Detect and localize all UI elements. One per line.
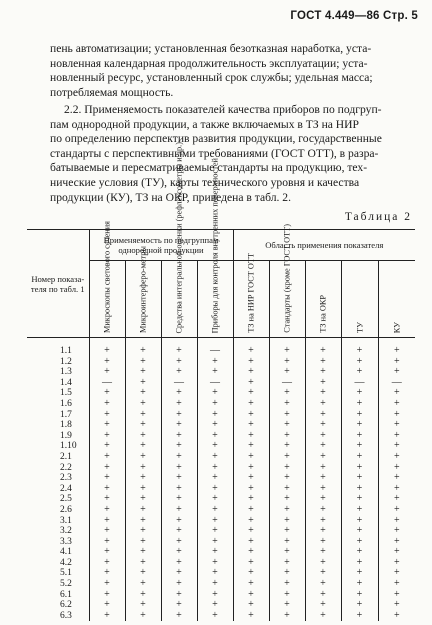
table-cell: + xyxy=(378,537,415,548)
table-cell: + xyxy=(233,452,269,463)
table-cell: + xyxy=(341,537,378,548)
table-cell: + xyxy=(269,420,305,431)
table-cell: + xyxy=(89,399,125,410)
row-number: 4.1 xyxy=(60,547,72,558)
table-cell: + xyxy=(233,388,269,399)
table-cell: + xyxy=(341,568,378,579)
paragraph-1 xyxy=(50,42,408,100)
table-cell: + xyxy=(197,367,233,378)
table-cell: + xyxy=(269,505,305,516)
table-cell: + xyxy=(233,568,269,579)
table-cell: + xyxy=(341,484,378,495)
table-cell: + xyxy=(125,431,161,442)
table-cell: + xyxy=(125,441,161,452)
table-cell: + xyxy=(125,388,161,399)
table-cell: + xyxy=(305,558,341,569)
table-cell: + xyxy=(305,399,341,410)
table-cell: + xyxy=(161,526,197,537)
table-cell: + xyxy=(378,526,415,537)
table-cell: + xyxy=(378,568,415,579)
table-cell: + xyxy=(233,526,269,537)
table-cell: + xyxy=(305,431,341,442)
table-cell: + xyxy=(269,537,305,548)
table-cell: + xyxy=(197,547,233,558)
table-cell: + xyxy=(161,484,197,495)
table-cell: + xyxy=(378,399,415,410)
table-cell: + xyxy=(269,558,305,569)
table-cell: + xyxy=(197,452,233,463)
row-number: 6.3 xyxy=(60,610,72,621)
group-header-application: Область применения показателя xyxy=(233,230,415,261)
table-cell: + xyxy=(161,558,197,569)
table-cell: + xyxy=(161,494,197,505)
p2-line: 2.2. Применяемость показателей качества приборов по подгруп- xyxy=(64,103,382,116)
table-cell: + xyxy=(305,410,341,421)
row-number: 1.10 xyxy=(60,441,77,452)
table-cell: + xyxy=(341,611,378,622)
table-cell: + xyxy=(161,473,197,484)
table-cell: + xyxy=(305,537,341,548)
table-cell: + xyxy=(197,579,233,590)
table-cell: + xyxy=(305,590,341,601)
table-cell: + xyxy=(89,388,125,399)
table-cell: + xyxy=(305,388,341,399)
table-cell: + xyxy=(89,357,125,368)
table-cell: + xyxy=(89,505,125,516)
row-number: 1.8 xyxy=(60,420,72,431)
table-cell: — xyxy=(89,378,125,389)
table-cell: + xyxy=(197,558,233,569)
table-cell: + xyxy=(125,410,161,421)
table-cell: + xyxy=(125,367,161,378)
table-cell: + xyxy=(125,463,161,474)
table-cell: + xyxy=(378,494,415,505)
table-row xyxy=(27,452,415,463)
table-cell: + xyxy=(197,600,233,611)
row-number: 1.1 xyxy=(60,346,72,356)
column-header: ТЗ на НИР ГОСТ ОТТ xyxy=(233,261,269,338)
table-cell: — xyxy=(197,338,233,357)
p1-line: новленный ресурс, установленный срок службы; удельная масса; xyxy=(50,71,373,85)
table-cell: + xyxy=(197,568,233,579)
column-header: ТЗ на ОКР xyxy=(305,261,341,338)
table-cell: + xyxy=(161,590,197,601)
table-cell: + xyxy=(233,367,269,378)
table-caption: Таблица 2 xyxy=(344,211,412,223)
p1-line: пень автоматизации; установленная безотказная наработка, уста- xyxy=(50,42,372,55)
table-cell: + xyxy=(378,473,415,484)
table-row xyxy=(27,399,415,410)
table-cell: + xyxy=(197,516,233,527)
p2-line: пам однородной продукции, а также включаемых в ТЗ на НИР xyxy=(50,117,360,131)
table-cell: — xyxy=(341,378,378,389)
row-number: 4.2 xyxy=(60,557,72,568)
table-cell: + xyxy=(341,558,378,569)
table-cell: + xyxy=(89,600,125,611)
table-cell: + xyxy=(233,378,269,389)
row-number: 1.3 xyxy=(60,367,72,378)
table-cell: + xyxy=(125,537,161,548)
table-cell: + xyxy=(233,505,269,516)
table-cell: + xyxy=(305,367,341,378)
row-number: 1.7 xyxy=(60,409,72,420)
table-cell: + xyxy=(125,579,161,590)
row-number: 1.5 xyxy=(60,388,72,399)
table-cell: + xyxy=(341,420,378,431)
table-cell: + xyxy=(125,494,161,505)
table-cell: + xyxy=(89,579,125,590)
table-cell: + xyxy=(341,505,378,516)
table-cell: + xyxy=(125,473,161,484)
table-cell: + xyxy=(89,526,125,537)
table-cell: + xyxy=(125,399,161,410)
p2-line: продукции (КУ), ТЗ на ОКР, приведена в табл. 2. xyxy=(50,190,291,204)
table-cell: + xyxy=(233,484,269,495)
table-cell: + xyxy=(89,367,125,378)
table-cell: + xyxy=(305,463,341,474)
table-cell: + xyxy=(197,431,233,442)
table-cell: + xyxy=(341,547,378,558)
row-number: 1.9 xyxy=(60,430,72,441)
table-cell: + xyxy=(269,410,305,421)
table-cell: — xyxy=(269,378,305,389)
table-cell: + xyxy=(269,600,305,611)
table-cell: + xyxy=(341,399,378,410)
table-cell: + xyxy=(125,611,161,622)
table-cell: + xyxy=(89,590,125,601)
row-number: 3.1 xyxy=(60,515,72,526)
table-cell: + xyxy=(378,420,415,431)
table-cell: + xyxy=(89,547,125,558)
table-cell: + xyxy=(269,473,305,484)
table-cell: + xyxy=(161,367,197,378)
table-cell: + xyxy=(269,388,305,399)
table-cell: + xyxy=(378,441,415,452)
table-cell: + xyxy=(89,558,125,569)
table-cell: + xyxy=(305,494,341,505)
table-cell: + xyxy=(197,399,233,410)
table-cell: + xyxy=(89,611,125,622)
column-header: Микроинтерферо-метры xyxy=(125,261,161,338)
table-cell: + xyxy=(233,558,269,569)
table-cell: + xyxy=(341,441,378,452)
table-cell: + xyxy=(341,473,378,484)
table-cell: + xyxy=(341,516,378,527)
table-cell: + xyxy=(197,388,233,399)
table-cell: + xyxy=(378,431,415,442)
table-cell: + xyxy=(269,431,305,442)
table-cell: + xyxy=(378,367,415,378)
table-cell: + xyxy=(341,388,378,399)
table-cell: + xyxy=(305,516,341,527)
table-cell: + xyxy=(269,441,305,452)
table-cell: + xyxy=(341,338,378,357)
table-cell: + xyxy=(378,590,415,601)
row-number-header-text: Номер показа-теля по табл. 1 xyxy=(30,273,85,294)
column-header: ТУ xyxy=(341,261,378,338)
row-number-header xyxy=(27,230,89,338)
table-cell: + xyxy=(161,547,197,558)
row-number: 3.3 xyxy=(60,536,72,547)
row-number: 5.2 xyxy=(60,579,72,590)
row-number: 5.1 xyxy=(60,568,72,579)
row-number: 2.4 xyxy=(60,483,72,494)
table-cell: + xyxy=(125,420,161,431)
row-number: 1.2 xyxy=(60,356,72,367)
table-cell: + xyxy=(89,473,125,484)
table-cell: + xyxy=(269,568,305,579)
table-cell: + xyxy=(269,590,305,601)
table-cell: + xyxy=(269,611,305,622)
table-cell: + xyxy=(341,579,378,590)
table-cell: + xyxy=(233,516,269,527)
column-header: Средства интегральной оценки (рефлексометры и др.) xyxy=(161,261,197,338)
table-cell: + xyxy=(269,547,305,558)
table-cell: + xyxy=(125,452,161,463)
table-cell: + xyxy=(378,547,415,558)
table-cell: + xyxy=(161,463,197,474)
table-cell: + xyxy=(305,547,341,558)
table-cell: + xyxy=(197,473,233,484)
row-number: 1.6 xyxy=(60,398,72,409)
table-cell: + xyxy=(305,526,341,537)
table-cell: + xyxy=(89,484,125,495)
row-number: 2.6 xyxy=(60,504,72,515)
table-cell: + xyxy=(197,590,233,601)
table-cell: + xyxy=(269,452,305,463)
table-cell: + xyxy=(305,452,341,463)
table-cell: + xyxy=(378,410,415,421)
table-cell: + xyxy=(233,410,269,421)
table-cell: + xyxy=(89,452,125,463)
row-number: 2.3 xyxy=(60,473,72,484)
table-cell: + xyxy=(161,441,197,452)
table-cell: + xyxy=(89,420,125,431)
table-cell: + xyxy=(233,579,269,590)
table-cell: + xyxy=(197,611,233,622)
table-row xyxy=(27,338,415,357)
table-cell: + xyxy=(305,473,341,484)
table-cell: + xyxy=(305,378,341,389)
p2-line: нические условия (ТУ), карты технического уровня и качества xyxy=(50,175,360,189)
table-row xyxy=(27,505,415,516)
table-cell: + xyxy=(161,399,197,410)
table-cell: + xyxy=(125,547,161,558)
table-cell: + xyxy=(341,431,378,442)
table-cell: + xyxy=(305,600,341,611)
table-cell: + xyxy=(89,410,125,421)
table-cell: — xyxy=(161,378,197,389)
table-cell: + xyxy=(125,378,161,389)
table-cell: + xyxy=(378,452,415,463)
table-cell: + xyxy=(125,558,161,569)
table-cell: + xyxy=(161,537,197,548)
table-cell: + xyxy=(125,600,161,611)
table-cell: + xyxy=(341,463,378,474)
table-cell: + xyxy=(341,494,378,505)
table-cell: + xyxy=(233,611,269,622)
table-cell: + xyxy=(341,526,378,537)
table-cell: + xyxy=(197,526,233,537)
table-cell: + xyxy=(269,463,305,474)
table-cell: + xyxy=(269,494,305,505)
table-cell: + xyxy=(89,463,125,474)
row-number: 6.1 xyxy=(60,589,72,600)
table-cell: + xyxy=(378,463,415,474)
table-cell: + xyxy=(161,431,197,442)
table-cell: + xyxy=(233,357,269,368)
table-cell: + xyxy=(197,420,233,431)
table-cell: + xyxy=(233,338,269,357)
table-cell: + xyxy=(89,516,125,527)
table-cell: + xyxy=(269,338,305,357)
table-cell: + xyxy=(341,410,378,421)
table-cell: + xyxy=(161,388,197,399)
table-cell: + xyxy=(197,441,233,452)
table-cell: + xyxy=(233,547,269,558)
table-cell: + xyxy=(89,494,125,505)
table-cell: + xyxy=(378,484,415,495)
row-number: 3.2 xyxy=(60,526,72,537)
table-row xyxy=(27,611,415,622)
table-cell: + xyxy=(233,420,269,431)
header-text: ГОСТ 4.449—86 Стр. 5 xyxy=(290,10,418,22)
table-cell: + xyxy=(378,611,415,622)
table-cell: + xyxy=(378,357,415,368)
table-cell: + xyxy=(341,590,378,601)
table-cell: + xyxy=(197,410,233,421)
row-number: 2.2 xyxy=(60,462,72,473)
table-cell: + xyxy=(341,452,378,463)
p2-line: батываемые и пересматриваемые стандарты на продукцию, тех- xyxy=(50,161,368,175)
table-cell: + xyxy=(305,441,341,452)
table-cell: + xyxy=(197,484,233,495)
table-cell: + xyxy=(269,357,305,368)
column-header: Микроскопы светового сечения xyxy=(89,261,125,338)
table-cell: + xyxy=(197,463,233,474)
table-cell: + xyxy=(233,399,269,410)
p1-line: потребляемая мощность. xyxy=(50,85,174,99)
table-cell: + xyxy=(89,568,125,579)
table-cell: + xyxy=(305,484,341,495)
table-cell: + xyxy=(161,579,197,590)
table-cell: + xyxy=(378,600,415,611)
table-cell: + xyxy=(233,441,269,452)
table-cell: + xyxy=(305,338,341,357)
paragraph-2 xyxy=(50,103,408,205)
table-body xyxy=(27,338,415,622)
row-number: 6.2 xyxy=(60,600,72,611)
table-cell: + xyxy=(269,399,305,410)
table-cell: + xyxy=(341,357,378,368)
row-number: 2.1 xyxy=(60,451,72,462)
table-cell: + xyxy=(233,590,269,601)
table-cell: + xyxy=(161,600,197,611)
table-cell: + xyxy=(125,526,161,537)
p2-line: по определению перспектив развития продукции, государственные xyxy=(50,132,382,146)
table-cell: + xyxy=(378,388,415,399)
table-cell: + xyxy=(161,516,197,527)
table-cell: + xyxy=(161,505,197,516)
table-cell: + xyxy=(125,484,161,495)
table-cell: + xyxy=(233,473,269,484)
table-cell: + xyxy=(378,516,415,527)
group-header-products: Применяемость по подгруппам однородной продукции xyxy=(89,230,233,261)
table-cell: + xyxy=(269,526,305,537)
table-cell: + xyxy=(161,338,197,357)
table-cell: + xyxy=(89,441,125,452)
table-cell: + xyxy=(125,338,161,357)
table-cell: + xyxy=(161,357,197,368)
table-cell: + xyxy=(233,431,269,442)
table-cell: + xyxy=(161,452,197,463)
table-cell: + xyxy=(197,505,233,516)
table-cell: + xyxy=(305,579,341,590)
table-cell: + xyxy=(269,579,305,590)
table-cell: + xyxy=(161,420,197,431)
table-cell: + xyxy=(341,367,378,378)
p2-line: стандарты с перспективными требованиями (ГОСТ ОТТ), в разра- xyxy=(50,146,379,160)
row-number: 2.5 xyxy=(60,494,72,505)
table-cell: + xyxy=(305,420,341,431)
p1-line: новленная календарная продолжительность эксплуатации; уста- xyxy=(50,56,368,70)
table-cell: + xyxy=(161,611,197,622)
table-cell: + xyxy=(233,463,269,474)
table-cell: + xyxy=(378,338,415,357)
table-cell: + xyxy=(125,357,161,368)
table-cell: + xyxy=(125,516,161,527)
table-cell: + xyxy=(89,431,125,442)
table-cell: + xyxy=(233,537,269,548)
table-cell: + xyxy=(305,568,341,579)
table-cell: + xyxy=(305,611,341,622)
table-cell: + xyxy=(161,568,197,579)
table-cell: + xyxy=(125,590,161,601)
table-cell: + xyxy=(233,494,269,505)
table-cell: + xyxy=(125,568,161,579)
table-cell: + xyxy=(378,558,415,569)
table-cell: + xyxy=(378,579,415,590)
table-cell: + xyxy=(305,357,341,368)
table-cell: + xyxy=(161,410,197,421)
table-cell: + xyxy=(197,357,233,368)
table-cell: + xyxy=(269,516,305,527)
column-header: Стандарты (кроме ГОСТ ОТТ) xyxy=(269,261,305,338)
table-cell: + xyxy=(89,338,125,357)
table-cell: — xyxy=(197,378,233,389)
column-header: КУ xyxy=(378,261,415,338)
column-header: Приборы для контроля внутренних поверхностей xyxy=(197,261,233,338)
table-cell: + xyxy=(197,537,233,548)
table-cell: + xyxy=(305,505,341,516)
table-cell: + xyxy=(269,484,305,495)
table-cell: + xyxy=(197,494,233,505)
row-number: 1.4 xyxy=(60,377,72,388)
table-cell: + xyxy=(125,505,161,516)
table-cell: + xyxy=(269,367,305,378)
table-cell: + xyxy=(341,600,378,611)
table-cell: + xyxy=(233,600,269,611)
table-cell: + xyxy=(89,537,125,548)
table-cell: — xyxy=(378,378,415,389)
table-cell: + xyxy=(378,505,415,516)
